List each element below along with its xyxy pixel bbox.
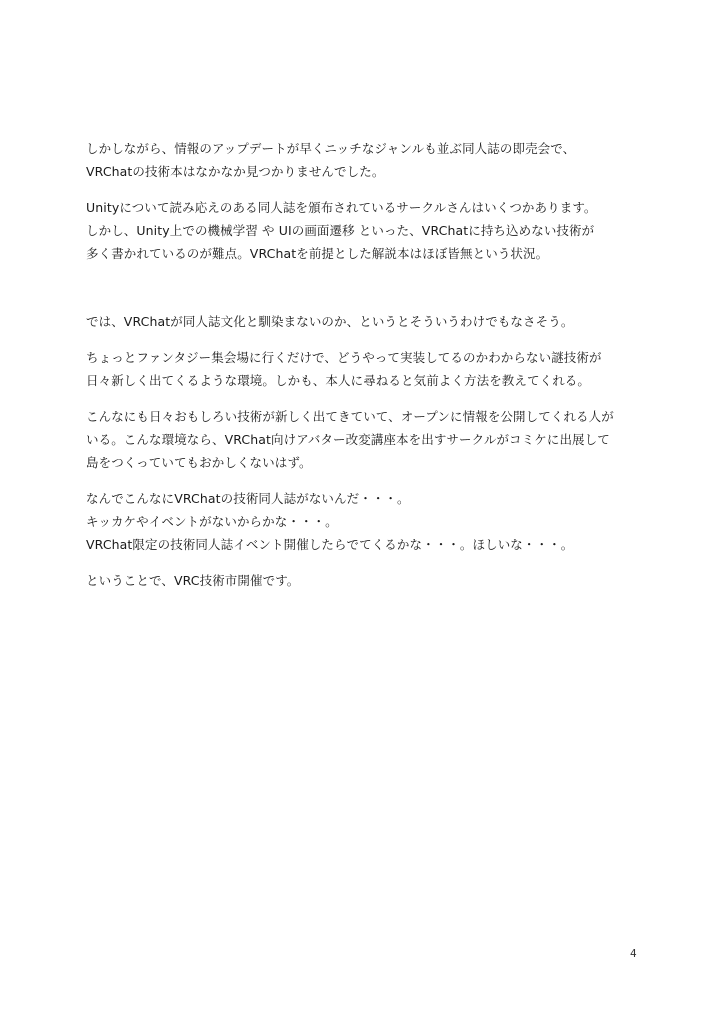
text-line: ということで、VRC技術市開催です。	[86, 573, 300, 588]
paragraph-7	[86, 569, 646, 592]
paragraph-6	[86, 487, 646, 556]
paragraph-5	[86, 405, 646, 474]
text-line: VRChatの技術本はなかなか見つかりませんでした。	[86, 164, 385, 179]
text-line: では、VRChatが同人誌文化と馴染まないのか、というとそういうわけでもなさそう。	[86, 314, 574, 329]
text-line: 日々新しく出てくるような環境。しかも、本人に尋ねると気前よく方法を教えてくれる。	[86, 373, 591, 388]
text-line: VRChat限定の技術同人誌イベント開催したらでてくるかな・・・。ほしいな・・・。	[86, 537, 574, 552]
section-spacer	[86, 278, 646, 310]
text-line: こんなにも日々おもしろい技術が新しく出てきていて、オープンに情報を公開してくれる人が	[86, 409, 614, 424]
text-line: いる。こんな環境なら、VRChat向けアバター改変講座本を出すサークルがコミケに出展して	[86, 432, 610, 447]
paragraph-3	[86, 310, 646, 333]
paragraph-2	[86, 196, 646, 265]
text-line: ちょっとファンタジー集会場に行くだけで、どうやって実装してるのかわからない謎技術が	[86, 350, 602, 365]
body-text	[86, 137, 646, 605]
paragraph-1	[86, 137, 646, 183]
text-line: しかし、Unity上での機械学習 や UIの画面遷移 といった、VRChatに持ち込めない技術が	[86, 223, 595, 238]
text-line: しかしながら、情報のアップデートが早くニッチなジャンルも並ぶ同人誌の即売会で、	[86, 141, 576, 156]
text-line: 多く書かれているのが難点。VRChatを前提とした解説本はほぼ皆無という状況。	[86, 246, 549, 261]
text-line: なんでこんなにVRChatの技術同人誌がないんだ・・・。	[86, 491, 410, 506]
paragraph-4	[86, 346, 646, 392]
text-line: Unityについて読み応えのある同人誌を頒布されているサークルさんはいくつかあります。	[86, 200, 597, 215]
page-number: 4	[630, 947, 637, 960]
text-line: キッカケやイベントがないからかな・・・。	[86, 514, 338, 529]
text-line: 島をつくっていてもおかしくないはず。	[86, 455, 312, 470]
